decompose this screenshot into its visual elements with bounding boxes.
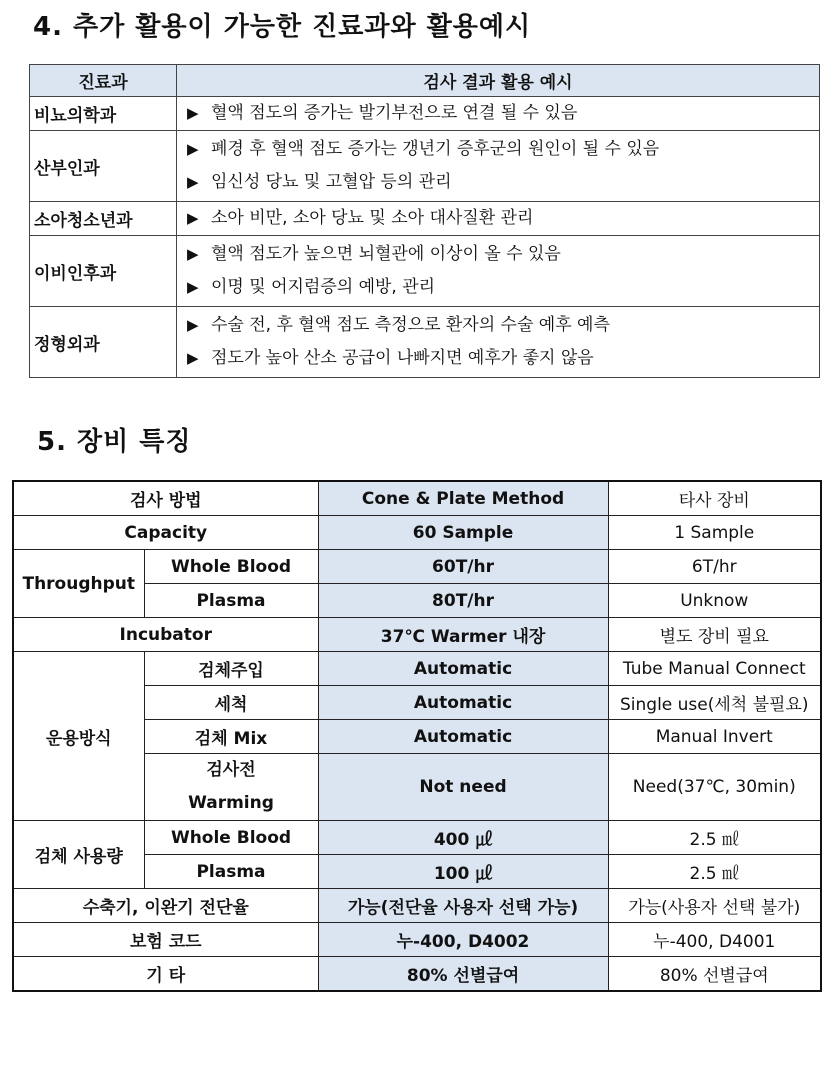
incubator-label: Incubator (13, 618, 318, 652)
example-item (187, 133, 819, 166)
mix-ours: Automatic (318, 720, 608, 754)
table-row (30, 202, 820, 236)
shear-label: 수축기, 이완기 전단율 (13, 889, 318, 923)
dept-cell: 산부인과 (30, 131, 177, 202)
etc-ours: 80% 선별급여 (318, 957, 608, 992)
table-row (13, 516, 821, 550)
etc-other: 80% 선별급여 (608, 957, 821, 992)
example-item (187, 238, 819, 271)
example-cell (177, 202, 820, 236)
triangle-bullet-icon: ▶ (187, 173, 199, 191)
example-cell (177, 236, 820, 307)
method-ours: Cone & Plate Method (318, 481, 608, 516)
example-item (187, 271, 819, 304)
dept-cell: 정형외과 (30, 307, 177, 378)
warming-label (144, 754, 318, 821)
injection-label: 검체주입 (144, 652, 318, 686)
washing-label: 세척 (144, 686, 318, 720)
method-other: 타사 장비 (608, 481, 821, 516)
example-text: 이명 및 어지럼증의 예방, 관리 (211, 277, 436, 297)
capacity-label: Capacity (13, 516, 318, 550)
table-row (30, 236, 820, 307)
warming-other: Need(37℃, 30min) (608, 754, 821, 821)
example-cell (177, 131, 820, 202)
example-text: 혈액 점도가 높으면 뇌혈관에 이상이 올 수 있음 (211, 244, 561, 264)
example-cell (177, 97, 820, 131)
triangle-bullet-icon: ▶ (187, 104, 199, 122)
throughput-wb-ours: 60T/hr (318, 550, 608, 584)
volume-plasma-ours: 100 ㎕ (318, 855, 608, 889)
method-label: 검사 방법 (13, 481, 318, 516)
section-4-title: 4. 추가 활용이 가능한 진료과와 활용예시 (33, 12, 532, 42)
volume-plasma-other: 2.5 ㎖ (608, 855, 821, 889)
table-row (13, 652, 821, 686)
injection-ours: Automatic (318, 652, 608, 686)
example-text: 수술 전, 후 혈액 점도 측정으로 환자의 수술 예후 예측 (211, 315, 610, 335)
throughput-wb-label: Whole Blood (144, 550, 318, 584)
volume-wb-ours: 400 ㎕ (318, 821, 608, 855)
example-item (187, 309, 819, 342)
mix-label: 검체 Mix (144, 720, 318, 754)
mix-other: Manual Invert (608, 720, 821, 754)
capacity-ours: 60 Sample (318, 516, 608, 550)
warming-ours: Not need (318, 754, 608, 821)
table-header-row (13, 481, 821, 516)
dept-cell: 이비인후과 (30, 236, 177, 307)
example-item (187, 97, 819, 130)
capacity-other: 1 Sample (608, 516, 821, 550)
table-row (30, 97, 820, 131)
example-cell (177, 307, 820, 378)
incubator-ours: 37℃ Warmer 내장 (318, 618, 608, 652)
table-header-row (30, 65, 820, 97)
example-item (187, 342, 819, 375)
triangle-bullet-icon: ▶ (187, 316, 199, 334)
etc-label: 기 타 (13, 957, 318, 992)
shear-other: 가능(사용자 선택 불가) (608, 889, 821, 923)
sample-volume-label: 검체 사용량 (13, 821, 144, 889)
example-text: 소아 비만, 소아 당뇨 및 소아 대사질환 관리 (211, 208, 534, 228)
washing-other: Single use(세척 불필요) (608, 686, 821, 720)
incubator-other: 별도 장비 필요 (608, 618, 821, 652)
insurance-ours: 누-400, D4002 (318, 923, 608, 957)
washing-ours: Automatic (318, 686, 608, 720)
insurance-label: 보험 코드 (13, 923, 318, 957)
throughput-label: Throughput (13, 550, 144, 618)
throughput-plasma-ours: 80T/hr (318, 584, 608, 618)
example-item (187, 202, 819, 235)
table-row (13, 618, 821, 652)
triangle-bullet-icon: ▶ (187, 278, 199, 296)
volume-plasma-label: Plasma (144, 855, 318, 889)
header-dept: 진료과 (30, 65, 177, 97)
dept-cell: 소아청소년과 (30, 202, 177, 236)
shear-ours: 가능(전단율 사용자 선택 가능) (318, 889, 608, 923)
throughput-wb-other: 6T/hr (608, 550, 821, 584)
header-examples: 검사 결과 활용 예시 (177, 65, 820, 97)
volume-wb-other: 2.5 ㎖ (608, 821, 821, 855)
table-row (30, 131, 820, 202)
departments-table (29, 64, 820, 378)
warming-label-line2: Warming (188, 793, 274, 813)
section-5-title: 5. 장비 특징 (37, 427, 192, 457)
operation-label: 운용방식 (13, 652, 144, 821)
triangle-bullet-icon: ▶ (187, 209, 199, 227)
table-row (13, 923, 821, 957)
dept-cell: 비뇨의학과 (30, 97, 177, 131)
insurance-other: 누-400, D4001 (608, 923, 821, 957)
warming-label-line1: 검사전 (206, 760, 256, 780)
example-text: 점도가 높아 산소 공급이 나빠지면 예후가 좋지 않음 (211, 348, 594, 368)
example-text: 임신성 당뇨 및 고혈압 등의 관리 (211, 172, 452, 192)
example-item (187, 166, 819, 199)
table-row (30, 307, 820, 378)
injection-other: Tube Manual Connect (608, 652, 821, 686)
volume-wb-label: Whole Blood (144, 821, 318, 855)
table-row (13, 889, 821, 923)
throughput-plasma-label: Plasma (144, 584, 318, 618)
throughput-plasma-other: Unknow (608, 584, 821, 618)
triangle-bullet-icon: ▶ (187, 140, 199, 158)
equipment-features-table (12, 480, 822, 992)
table-row (13, 550, 821, 584)
table-row (13, 957, 821, 992)
triangle-bullet-icon: ▶ (187, 245, 199, 263)
example-text: 폐경 후 혈액 점도 증가는 갱년기 증후군의 원인이 될 수 있음 (211, 139, 660, 159)
table-row (13, 821, 821, 855)
example-text: 혈액 점도의 증가는 발기부전으로 연결 될 수 있음 (211, 103, 578, 123)
triangle-bullet-icon: ▶ (187, 349, 199, 367)
